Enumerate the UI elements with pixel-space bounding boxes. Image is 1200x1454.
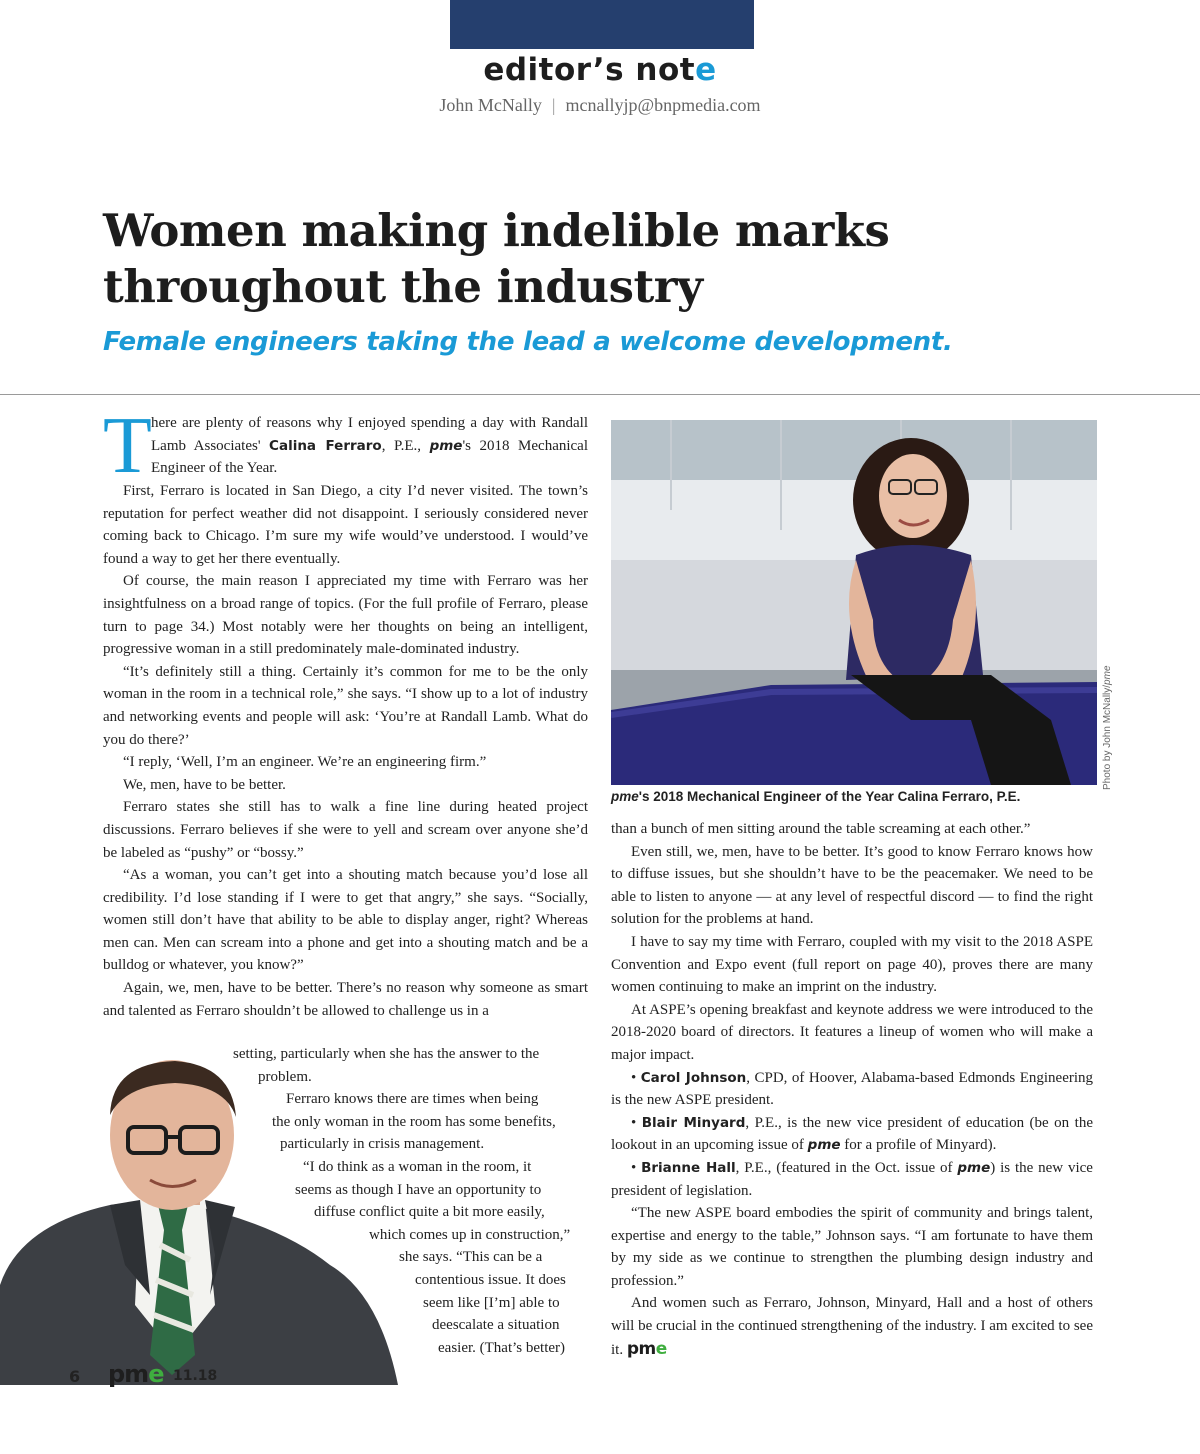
photo-credit: Photo by John McNally/pme bbox=[1102, 665, 1113, 790]
wrap-line: the only woman in the room has some benefits, bbox=[272, 1114, 556, 1130]
photo-caption: pme's 2018 Mechanical Engineer of the Year Calina Ferraro, P.E. bbox=[611, 789, 1021, 804]
magazine-logo: pme bbox=[108, 1360, 164, 1388]
wrap-line: contentious issue. It does bbox=[415, 1272, 566, 1288]
bullet-item: • Brianne Hall, P.E., (featured in the Oct. issue of pme) is the new vice president of legislation. bbox=[611, 1159, 1093, 1199]
header-color-bar bbox=[450, 0, 754, 49]
wrap-line: seems as though I have an opportunity to bbox=[295, 1182, 542, 1198]
body-paragraph: We, men, have to be better. bbox=[123, 776, 286, 793]
right-column bbox=[611, 818, 1093, 1361]
wrap-line: she says. “This can be a bbox=[399, 1249, 543, 1265]
intro-paragraph: here are plenty of reasons why I enjoyed spending a day with Randall Lamb Associates' Calina Ferraro, P.E., pme's 2018 Mechanical Engineer of the Year. bbox=[151, 415, 588, 477]
wrap-line: setting, particularly when she has the answer to the bbox=[233, 1046, 540, 1062]
body-paragraph: First, Ferraro is located in San Diego, a city I’d never visited. The town’s reputation for perfect weather did not disappoint. I seriously considered never coming back to Chicago. I’m sure my wife would’ve understood. I would’ve found a way to get her there eventually. bbox=[103, 483, 588, 567]
body-paragraph: I have to say my time with Ferraro, coupled with my visit to the 2018 ASPE Convention and Expo event (full report on page 40), proves there are many women continuing to make an imprint on the industry. bbox=[611, 933, 1093, 996]
left-column bbox=[103, 480, 588, 1022]
article-headline: Women making indelible marks throughout the industry bbox=[103, 204, 890, 313]
bullet-item: • Blair Minyard, P.E., is the new vice president of education (be on the lookout in an upcoming issue of pme for a profile of Minyard). bbox=[611, 1114, 1093, 1154]
body-paragraph: Of course, the main reason I appreciated my time with Ferraro was her insightfulness on a broad range of topics. (For the full profile of Ferraro, please turn to page 34.) Most notably were her thoughts on being an intelligent, progressive woman in a still predominately male-dominated industry. bbox=[103, 573, 588, 658]
wrap-line: “I do think as a woman in the room, it bbox=[303, 1159, 532, 1175]
body-paragraph: “It’s definitely still a thing. Certainly it’s common for me to be the only woman in the room in a technical role,” she says. “I show up to a lot of industry and networking events and people will ask: ‘You’re at Randall Lamb. What do you do there?’ bbox=[103, 663, 588, 748]
byline: John McNally | mcnallyjp@bnpmedia.com bbox=[439, 95, 761, 115]
drop-cap: T bbox=[103, 402, 152, 490]
body-paragraph: “The new ASPE board embodies the spirit of community and brings talent, expertise and energy to the table,” Johnson says. “I am fortunate to have them by my side as we continue to strengthen the plumbing design industry and profession.” bbox=[611, 1205, 1093, 1289]
page-number: 6 bbox=[69, 1367, 81, 1386]
issue-date: 11.18 bbox=[173, 1368, 218, 1384]
wrap-line: easier. (That’s better) bbox=[438, 1340, 566, 1356]
article-subhead: Female engineers taking the lead a welcome development. bbox=[103, 327, 953, 357]
body-paragraph: Ferraro states she still has to walk a fine line during heated project discussions. Ferraro believes if she were to yell and scream over anyone she’d be labeled as “pushy” or “bossy.” bbox=[103, 799, 588, 861]
section-title: editor’s note bbox=[483, 52, 717, 88]
body-paragraph: “I reply, ‘Well, I’m an engineer. We’re an engineering firm.” bbox=[123, 754, 487, 771]
body-paragraph: At ASPE’s opening breakfast and keynote address we were introduced to the 2018-2020 board of directors. It features a lineup of women who will make a major impact. bbox=[611, 1001, 1093, 1063]
body-paragraph: “As a woman, you can’t get into a shouting match because you’d lose all credibility. I’d lose standing if I were to get that angry,” she says. “Socially, women still don’t have that ability to be able to display anger, right? Whereas men can. Men can scream into a phone and get into a shouting match and be a bulldog or whatever, you know?” bbox=[103, 867, 588, 974]
wrap-line: problem. bbox=[258, 1069, 312, 1085]
body-paragraph: Even still, we, men, have to be better. It’s good to know Ferraro knows how to diffuse issues, but she shouldn’t have to be the peacemaker. We need to be able to listen to anyone — at any level of respectful discord — to find the right solution for the problems at hand. bbox=[611, 843, 1093, 928]
author-name: John McNally bbox=[439, 95, 542, 115]
end-mark-logo: pme bbox=[626, 1338, 667, 1359]
wrap-line: diffuse conflict quite a bit more easily, bbox=[314, 1204, 545, 1220]
wrap-line: which comes up in construction,” bbox=[369, 1227, 571, 1243]
body-paragraph: And women such as Ferraro, Johnson, Minyard, Hall and a host of others will be crucial in the continued strengthening of the industry. I am excited to see it. pme bbox=[611, 1295, 1093, 1359]
author-photo bbox=[0, 1055, 400, 1385]
feature-photo bbox=[611, 420, 1097, 785]
body-paragraph: than a bunch of men sitting around the table screaming at each other.” bbox=[611, 821, 1031, 837]
bullet-item: • Carol Johnson, CPD, of Hoover, Alabama-based Edmonds Engineering is the new ASPE president. bbox=[611, 1069, 1094, 1109]
wrap-line: deescalate a situation bbox=[432, 1317, 560, 1333]
divider-rule bbox=[0, 394, 1200, 395]
wrap-line: seem like [I’m] able to bbox=[423, 1295, 560, 1311]
wrap-line: particularly in crisis management. bbox=[280, 1136, 485, 1152]
author-email[interactable]: mcnallyjp@bnpmedia.com bbox=[565, 95, 761, 115]
body-paragraph: Again, we, men, have to be better. There’s no reason why someone as smart and talented as Ferraro shouldn’t be allowed to challenge us in a bbox=[103, 980, 588, 1019]
wrap-line: Ferraro knows there are times when being bbox=[286, 1091, 539, 1107]
